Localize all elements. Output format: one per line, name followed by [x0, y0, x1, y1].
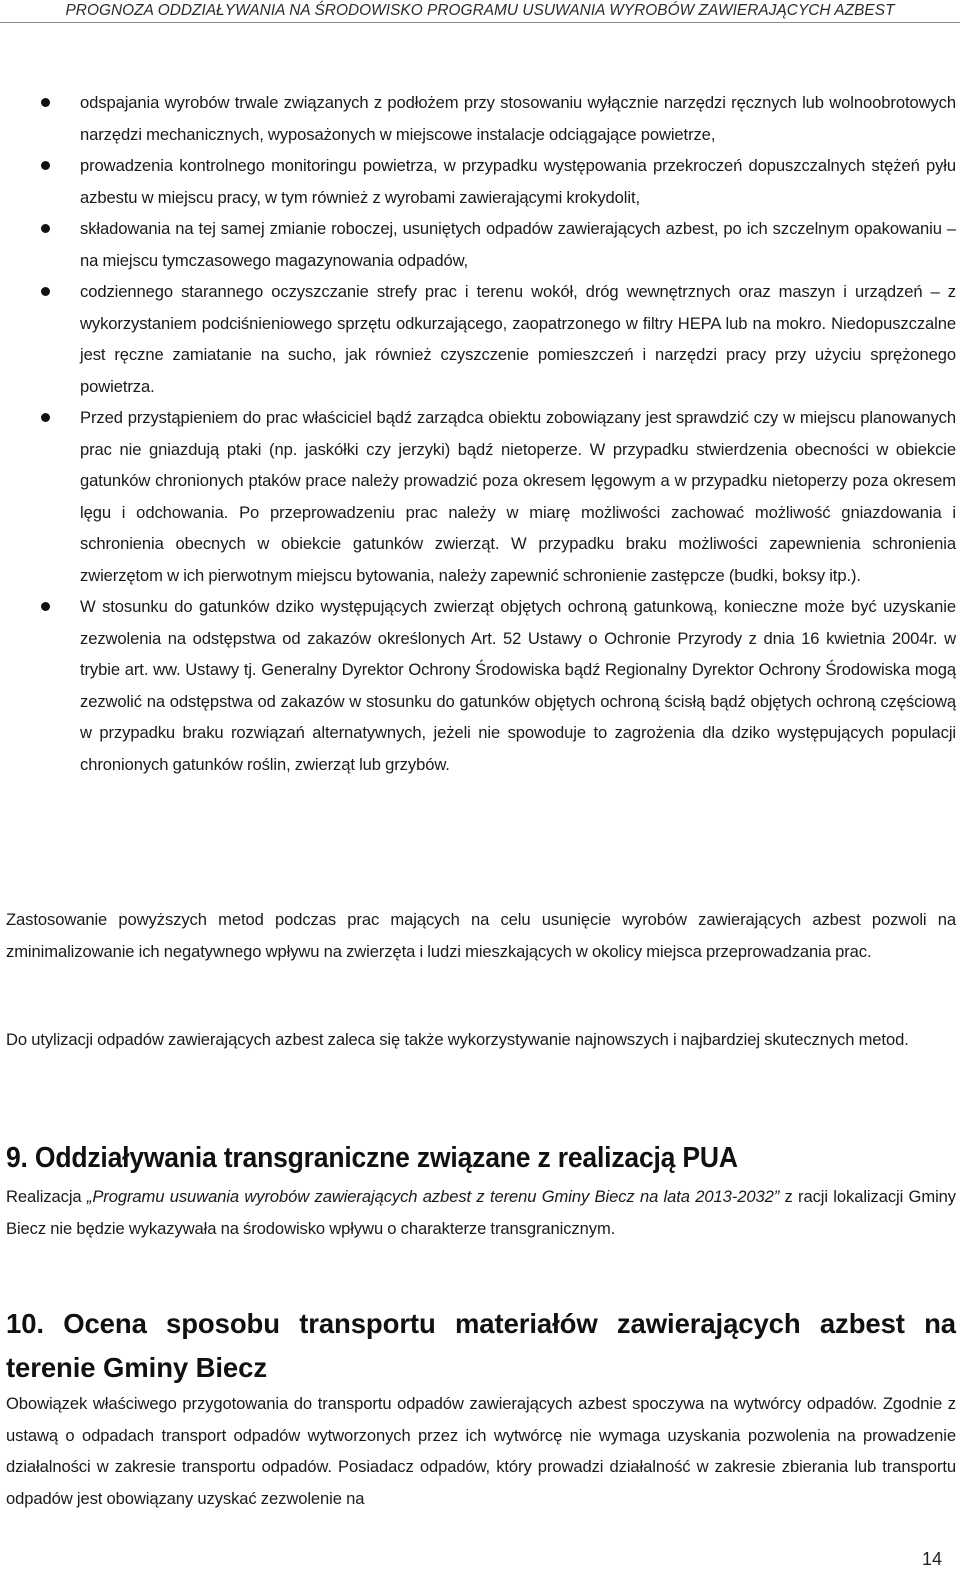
section-10-paragraph: Obowiązek właściwego przygotowania do transportu odpadów zawierających azbest spoczywa na wytwórcy odpadów. Zgodnie z ustawą o odpadach transport odpadów wytworzonych przez ich wytwórcę nie wymaga uzyskania pozwolenia na prowadzenie działalności w zakresie transportu odpadów. Posiadacz odpadów, który prowadzi działalność w zakresie zbierania lub transportu odpadów jest obowiązany uzyskać zezwolenie na	[6, 1394, 956, 1508]
running-header: PROGNOZA ODDZIAŁYWANIA NA ŚRODOWISKO PROGRAMU USUWANIA WYROBÓW ZAWIERAJĄCYCH AZBEST	[0, 0, 960, 23]
section-9-heading: 9. Oddziaływania transgraniczne związane z realizacją PUA	[6, 1142, 738, 1174]
list-item	[0, 150, 956, 213]
section-9-text-end: z racji lokalizacji Gminy Biecz nie będzie wykazywała na środowisko wpływu o charakterze transgranicznym.	[6, 1187, 956, 1238]
bullet-icon	[41, 413, 50, 422]
section-9-text-start: Realizacja	[6, 1187, 87, 1206]
section-9-paragraph	[6, 1181, 956, 1244]
list-item	[0, 213, 956, 276]
bullet-text: codziennego starannego oczyszczanie strefy prac i terenu wokół, dróg wewnętrznych oraz maszyn i urządzeń – z wykorzystaniem podciśnieniowego sprzętu odkurzającego, zaopatrzonego w filtry HEPA lub na mokro. Niedopuszczalne jest ręczne zamiatanie na sucho, jak również czyszczenie pomieszczeń i narzędzi pracy przy użyciu sprężonego powietrza.	[80, 282, 956, 396]
bullet-icon	[41, 98, 50, 107]
bullet-icon	[41, 161, 50, 170]
bullet-text: odspajania wyrobów trwale związanych z podłożem przy stosowaniu wyłącznie narzędzi ręcznych lub wolnoobrotowych narzędzi mechanicznych, wyposażonych w miejscowe instalacje odciągające powietrze,	[80, 93, 956, 144]
bullet-list	[0, 87, 960, 780]
section-10-heading: 10. Ocena sposobu transportu materiałów zawierających azbest na terenie Gminy Biecz	[6, 1308, 956, 1383]
list-item	[0, 87, 956, 150]
list-item	[0, 591, 956, 780]
list-item	[0, 402, 956, 591]
summary-paragraph: Zastosowanie powyższych metod podczas prac mających na celu usunięcie wyrobów zawierających azbest pozwoli na zminimalizowanie ich negatywnego wpływu na zwierzęta i ludzi mieszkających w okolicy miejsca przeprowadzania prac.	[6, 910, 956, 961]
bullet-text: prowadzenia kontrolnego monitoringu powietrza, w przypadku występowania przekroczeń dopuszczalnych stężeń pyłu azbestu w miejscu pracy, w tym również z wyrobami zawierającymi krokydolit,	[80, 156, 956, 207]
bullet-icon	[41, 602, 50, 611]
bullet-text: W stosunku do gatunków dziko występujących zwierząt objętych ochroną gatunkową, konieczne może być uzyskanie zezwolenia na odstępstwa od zakazów określonych Art. 52 Ustawy o Ochronie Przyrody z dnia 16 kwietnia 2004r. w trybie art. ww. Ustawy tj. Generalny Dyrektor Ochrony Środowiska bądź Regionalny Dyrektor Ochrony Środowiska mogą zezwolić na odstępstwa od zakazów w stosunku do gatunków objętych ochroną ścisłą bądź objętych ochroną częściową w przypadku braku rozwiązań alternatywnych, jeżeli nie spowoduje to zagrożenia dla dziko występujących populacji chronionych gatunków roślin, zwierząt lub grzybów.	[80, 597, 956, 774]
bullet-icon	[41, 224, 50, 233]
list-item	[0, 276, 956, 402]
program-title: „Programu usuwania wyrobów zawierających azbest z terenu Gminy Biecz na lata 2013-2032”	[86, 1187, 780, 1206]
recommendation-paragraph: Do utylizacji odpadów zawierających azbest zaleca się także wykorzystywanie najnowszych i najbardziej skutecznych metod.	[6, 1030, 909, 1049]
page-number: 14	[921, 1549, 942, 1569]
bullet-text: składowania na tej samej zmianie roboczej, usuniętych odpadów zawierających azbest, po ich szczelnym opakowaniu – na miejscu tymczasowego magazynowania odpadów,	[80, 219, 956, 270]
bullet-icon	[41, 287, 50, 296]
bullet-text: Przed przystąpieniem do prac właściciel bądź zarządca obiektu zobowiązany jest sprawdzić czy w miejscu planowanych prac nie gniazdują ptaki (np. jaskółki czy jerzyki) bądź nietoperze. W przypadku stwierdzenia obecności w obiekcie gatunków chronionych ptaków prace należy prowadzić poza okresem lęgowym a w przypadku nietoperzy poza okresem lęgu i odchowania. Po przeprowadzeniu prac należy w miarę możliwości zachować możliwość gniazdowania i schronienia obecnych w obiekcie gatunków zwierząt. W przypadku braku możliwości zapewnienia schronienia zwierzętom w ich pierwotnym miejscu bytowania, należy zapewnić schronienie zastępcze (budki, boksy itp.).	[80, 408, 956, 585]
